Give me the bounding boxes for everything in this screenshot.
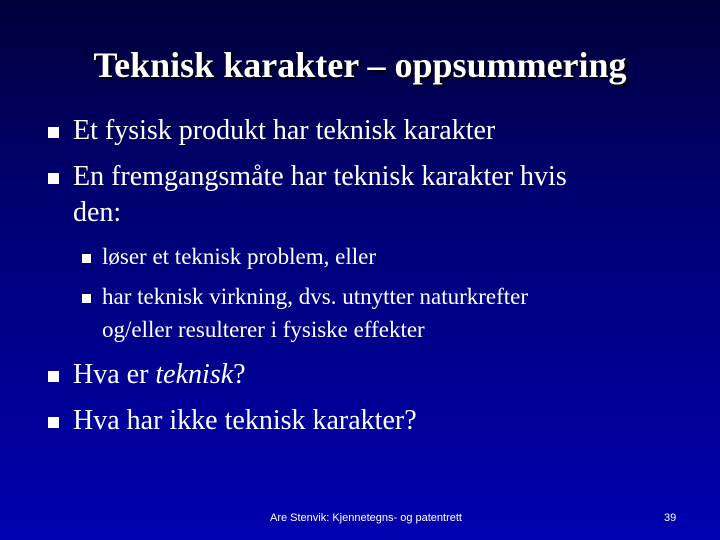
bullet-item: [73, 404, 417, 438]
bullet-continuation: [73, 196, 121, 230]
sub-bullet-text: og/eller resulterer i fysiske effekter: [102, 317, 425, 342]
bullet-text-suffix: ?: [233, 359, 246, 390]
bullet-text: Et fysisk produkt har teknisk karakter: [73, 115, 496, 146]
bullet-text: Hva har ikke teknisk karakter?: [73, 405, 417, 436]
slide-title: Teknisk karakter – oppsummering: [93, 45, 627, 85]
bullet-text: den:: [73, 197, 122, 228]
bullet-text-italic: teknisk: [155, 359, 234, 390]
bullet-text-prefix: Hva er: [73, 359, 156, 390]
square-bullet-icon: [82, 254, 91, 263]
slide-footer: Are Stenvik: Kjennetegns- og patentrett: [269, 512, 462, 524]
square-bullet-icon: [48, 417, 59, 428]
bullet-item: [73, 114, 495, 148]
sub-bullet-continuation: [102, 316, 425, 344]
sub-bullet-text: løser et teknisk problem, eller: [102, 244, 377, 269]
bullet-item: [73, 358, 246, 392]
bullet-text: En fremgangsmåte har teknisk karakter hvis: [73, 161, 567, 192]
sub-bullet-text: har teknisk virkning, dvs. utnytter naturkrefter: [102, 284, 529, 309]
square-bullet-icon: [48, 371, 59, 382]
square-bullet-icon: [48, 127, 59, 138]
sub-bullet-item: [102, 243, 376, 271]
page-number: 39: [664, 512, 677, 524]
square-bullet-icon: [48, 173, 59, 184]
square-bullet-icon: [82, 294, 91, 303]
bullet-item: [73, 160, 567, 194]
sub-bullet-item: [102, 283, 528, 311]
